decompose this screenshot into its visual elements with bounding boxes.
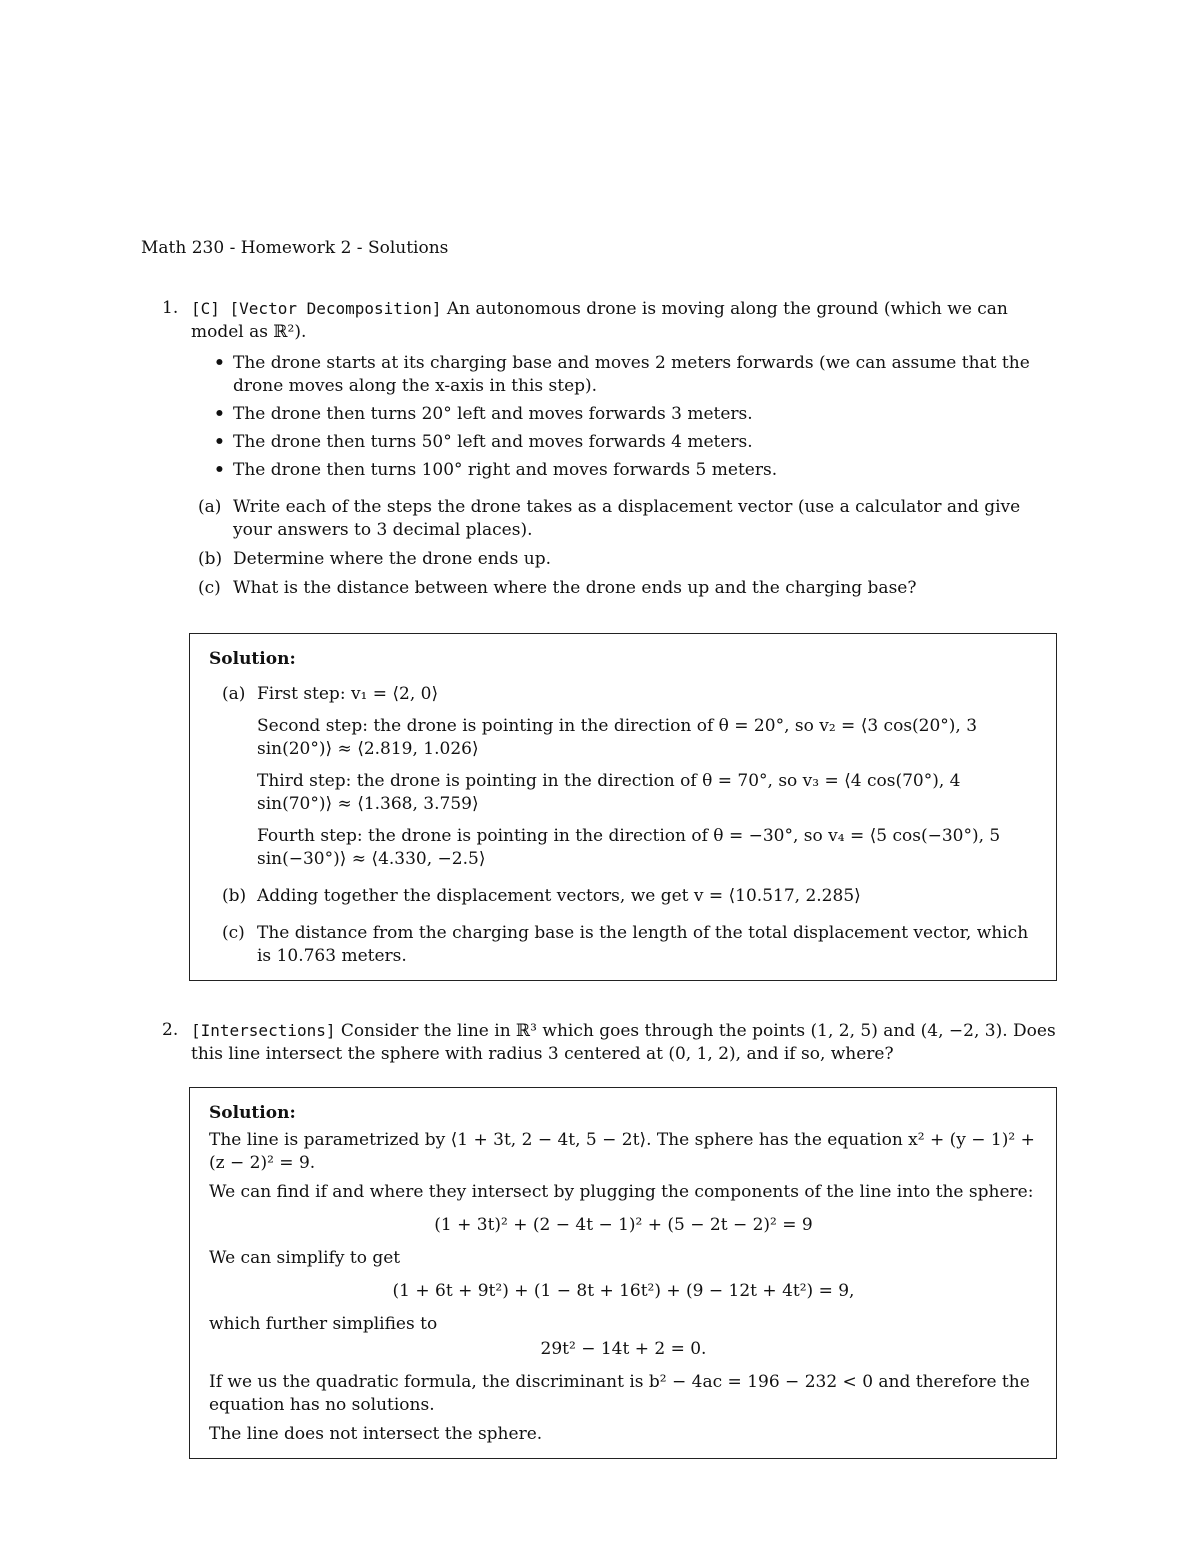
solution-title: Solution:	[209, 1103, 296, 1123]
solution-line: The distance from the charging base is the length of the total displacement vector, which is 10.763 meters.	[257, 923, 1029, 966]
solution-paragraph: The line is parametrized by ⟨1 + 3t, 2 − 4t, 5 − 2t⟩. The sphere has the equation x² + (y − 1)² + (z − 2)² = 9.	[209, 1130, 1035, 1173]
list-item: • The drone then turns 100° right and moves forwards 5 meters.	[214, 459, 1062, 482]
problem-number: 2.	[162, 1020, 179, 1040]
part-label: (b)	[198, 549, 223, 569]
solution-paragraph: We can simplify to get	[209, 1248, 401, 1268]
list-item: • The drone starts at its charging base and moves 2 meters forwards (we can assume that the drone moves along the x-axis in this step).	[214, 352, 1062, 398]
problem-text: Consider the line in ℝ³ which goes through the points (1, 2, 5) and (4, −2, 3). Does this line intersect the sphere with radius 3 centered at (0, 1, 2), and if so, where?	[191, 1021, 1056, 1064]
solution-conclusion: The line does not intersect the sphere.	[209, 1424, 543, 1444]
solution-box-2	[189, 1087, 1057, 1459]
part-list	[198, 496, 1062, 600]
problem-statement	[191, 297, 1062, 344]
list-item	[198, 577, 1062, 600]
solution-line: Second step: the drone is pointing in the direction of θ = 20°, so v₂ = ⟨3 cos(20°), 3 sin(20°)⟩ ≈ ⟨2.819, 1.026⟩	[257, 716, 978, 759]
part-label: (c)	[198, 578, 221, 598]
list-item: • The drone then turns 20° left and moves forwards 3 meters.	[214, 403, 1062, 426]
solution-parts	[209, 683, 1038, 968]
problem-statement	[191, 1019, 1062, 1066]
solution-paragraph: If we us the quadratic formula, the discriminant is b² − 4ac = 196 − 232 < 0 and therefore the equation has no solutions.	[209, 1372, 1030, 1415]
solution-line: Adding together the displacement vectors, we get v = ⟨10.517, 2.285⟩	[257, 886, 861, 906]
problem-tag: [Intersections]	[191, 1021, 336, 1040]
problem-intro: An autonomous drone is moving along the ground (which we can model as ℝ²).	[191, 299, 1008, 342]
part-label: (b)	[222, 886, 247, 906]
list-item	[222, 885, 1038, 908]
solution-line: Fourth step: the drone is pointing in the direction of θ = −30°, so v₄ = ⟨5 cos(−30°), 5 sin(−30°)⟩ ≈ ⟨4.330, −2.5⟩	[257, 826, 1001, 869]
step-list	[214, 352, 1062, 482]
list-item: • The drone then turns 50° left and moves forwards 4 meters.	[214, 431, 1062, 454]
equation: (1 + 6t + 9t²) + (1 − 8t + 16t²) + (9 − 12t + 4t²) = 9,	[392, 1281, 855, 1301]
list-item	[198, 496, 1062, 542]
solution-line: First step: v₁ = ⟨2, 0⟩	[257, 684, 439, 704]
equation: (1 + 3t)² + (2 − 4t − 1)² + (5 − 2t − 2)² = 9	[434, 1215, 813, 1235]
solution-paragraph: We can find if and where they intersect by plugging the components of the line into the sphere:	[209, 1182, 1034, 1202]
page-header: Math 230 - Homework 2 - Solutions	[141, 238, 449, 258]
part-label: (a)	[198, 497, 222, 517]
solution-box-1	[189, 633, 1057, 981]
equation: 29t² − 14t + 2 = 0.	[540, 1339, 707, 1359]
part-text: Write each of the steps the drone takes as a displacement vector (use a calculator and give your answers to 3 decimal places).	[233, 497, 1021, 540]
list-item	[198, 548, 1062, 571]
part-text: Determine where the drone ends up.	[233, 549, 551, 569]
part-label: (a)	[222, 684, 246, 704]
problem-number: 1.	[162, 298, 179, 318]
solution-line: Third step: the drone is pointing in the direction of θ = 70°, so v₃ = ⟨4 cos(70°), 4 sin(70°)⟩ ≈ ⟨1.368, 3.759⟩	[257, 771, 961, 814]
list-item	[222, 922, 1038, 968]
problem-1	[162, 297, 1062, 606]
solution-paragraph: which further simplifies to	[209, 1314, 438, 1334]
solution-title: Solution:	[209, 649, 296, 669]
problem-2	[162, 1019, 1062, 1066]
problem-tag: [C] [Vector Decomposition]	[191, 299, 442, 318]
part-label: (c)	[222, 923, 245, 943]
part-text: What is the distance between where the drone ends up and the charging base?	[233, 578, 917, 598]
list-item	[222, 683, 1038, 871]
